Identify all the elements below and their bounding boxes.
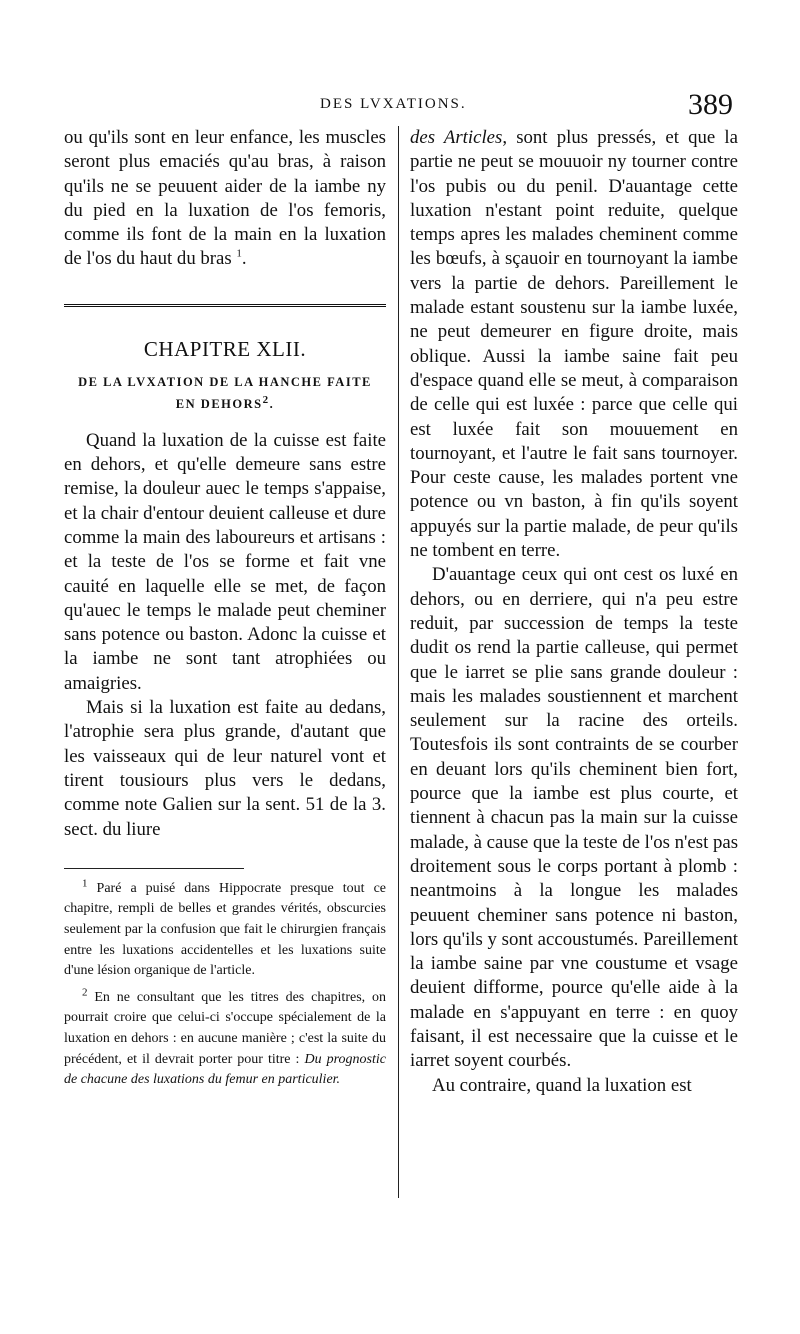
- left-paragraph-1-text: ou qu'ils sont en leur enfance, les muscles seront plus emaciés qu'au bras, à raison qu'ils ne se peuuent aider de la iambe ny du pied en la luxation de l'os femoris, comme ils font de la main en la luxation de l'os du haut du bras: [64, 127, 386, 270]
- chapter-subtitle: [64, 371, 386, 415]
- chapter-subtitle-line-1: DE LA LVXATION DE LA HANCHE FAITE: [78, 374, 372, 389]
- left-paragraph-2: Quand la luxation de la cuisse est faite en dehors, et qu'elle demeure sans estre remise, la douleur auec le temps s'appaise, et la chair d'entour deuient calleuse et dure comme la main des laboureurs et artisans : et la teste de l'os se forme et fait vne cauité en laquelle elle se met, de façon qu'auec le temps le malade peut cheminer sans potence ou baston. Adonc la cuisse et la iambe ne sont tant atrophiées ou amaigries.: [64, 429, 386, 694]
- footnote-2-text: En ne consultant que les titres des chapitres, on pourrait croire que celui-ci s'occupe spécialement de la luxation en dehors : en aucune manière ; c'est la suite du précédent, et il devrait porter pour titre :: [64, 989, 386, 1067]
- footnote-2: [64, 988, 386, 1091]
- footnotes: [64, 879, 386, 1091]
- chapter-subtitle-line-2: EN DEHORS: [175, 396, 263, 411]
- right-paragraph-1: [410, 126, 738, 563]
- right-paragraph-1-italic: des Articles: [410, 127, 503, 148]
- footnote-rule: [64, 868, 244, 869]
- left-paragraph-1-end: .: [241, 248, 247, 270]
- chapter-title: CHAPITRE XLII.: [143, 336, 307, 361]
- footnote-ref-1: 1: [236, 248, 242, 261]
- right-paragraph-3: Au contraire, quand la luxation est: [432, 1074, 692, 1096]
- footnote-1-text: Paré a puisé dans Hippocrate presque tout ce chapitre, rempli de belles et grandes vérités, obscurcies seulement par la confusion que fait le chirurgien français entre les luxations accidentelles et les luxations suite d'une lésion organique de l'article.: [64, 880, 386, 979]
- footnote-1: [64, 879, 386, 982]
- column-rule: [398, 126, 399, 1198]
- footnote-1-mark: 1: [82, 877, 88, 890]
- left-paragraph-3: Mais si la luxation est faite au dedans, l'atrophie sera plus grande, d'autant que les vaisseaux qui de leur naturel vont et tirent tousiours plus vers le dedans, comme note Galien sur la sent. 51 de la 3. sect. du liure: [64, 697, 386, 840]
- footnote-ref-2: 2: [262, 393, 270, 406]
- left-column: [64, 126, 386, 1097]
- chapter-subtitle-end: .: [269, 396, 275, 411]
- right-paragraph-2: D'auantage ceux qui ont cest os luxé en dehors, ou en derriere, qui n'a peu estre reduit, par succession de temps la teste dudit os rend la partie calleuse, qui permet que le iarret se plie sans grande douleur : mais les malades soustiennent et marchent seulement sur la racine des orteils. Toutesfois ils sont contraints de se courber en deuant lors qu'ils cheminent bien fort, pource que la iambe est plus courte, et tiennent à chacun pas la main sur la cuisse malade, à cause que la teste de l'os n'est pas droitement sous le corps portant à plomb : neantmoins à la longue les malades peuuent cheminer sans potence ni baston, lors qu'ils y sont accoustumés. Pareillement la iambe saine par vne coustume et vsage deuient difforme, pource qu'elle aide à la malade en s'appuyant en terre : en quoy faisant, il est necessaire que la cuisse et le iarret soyent courbés.: [410, 564, 739, 1072]
- page-number: 389: [688, 88, 733, 121]
- chapter-divider: [64, 304, 386, 307]
- footnote-2-mark: 2: [82, 986, 88, 999]
- right-paragraph-1-text: , sont plus pressés, et que la partie ne peut se mouuoir ny tourner contre l'os pubis ou du penil. D'auantage cette luxation n'estant point reduite, quelque temps apres les malades cheminent comme les bœufs, à sçauoir en tournoyant la iambe vers la partie de dehors. Pareillement le malade estant soustenu sur la iambe luxée, ne peut demeurer en figure droite, mais oblique. Aussi la iambe saine fait peu d'espace quand elle se meut, à comparaison de celle qui est luxée : parce que celle qui est luxée fait son mouuement en tournoyant, et l'autre le fait sans tournoyer. Pour ceste cause, les malades portent vne potence ou vn baston, à fin qu'ils soyent appuyés sur la partie malade, de peur qu'ils ne tombent en terre.: [410, 127, 738, 562]
- right-column: [410, 126, 738, 1098]
- left-paragraph-1: [64, 126, 386, 272]
- footnote-2-italic: Du prognostic de chacune des luxations du femur en particulier.: [64, 1051, 387, 1088]
- running-head: DES LVXATIONS.: [320, 96, 467, 112]
